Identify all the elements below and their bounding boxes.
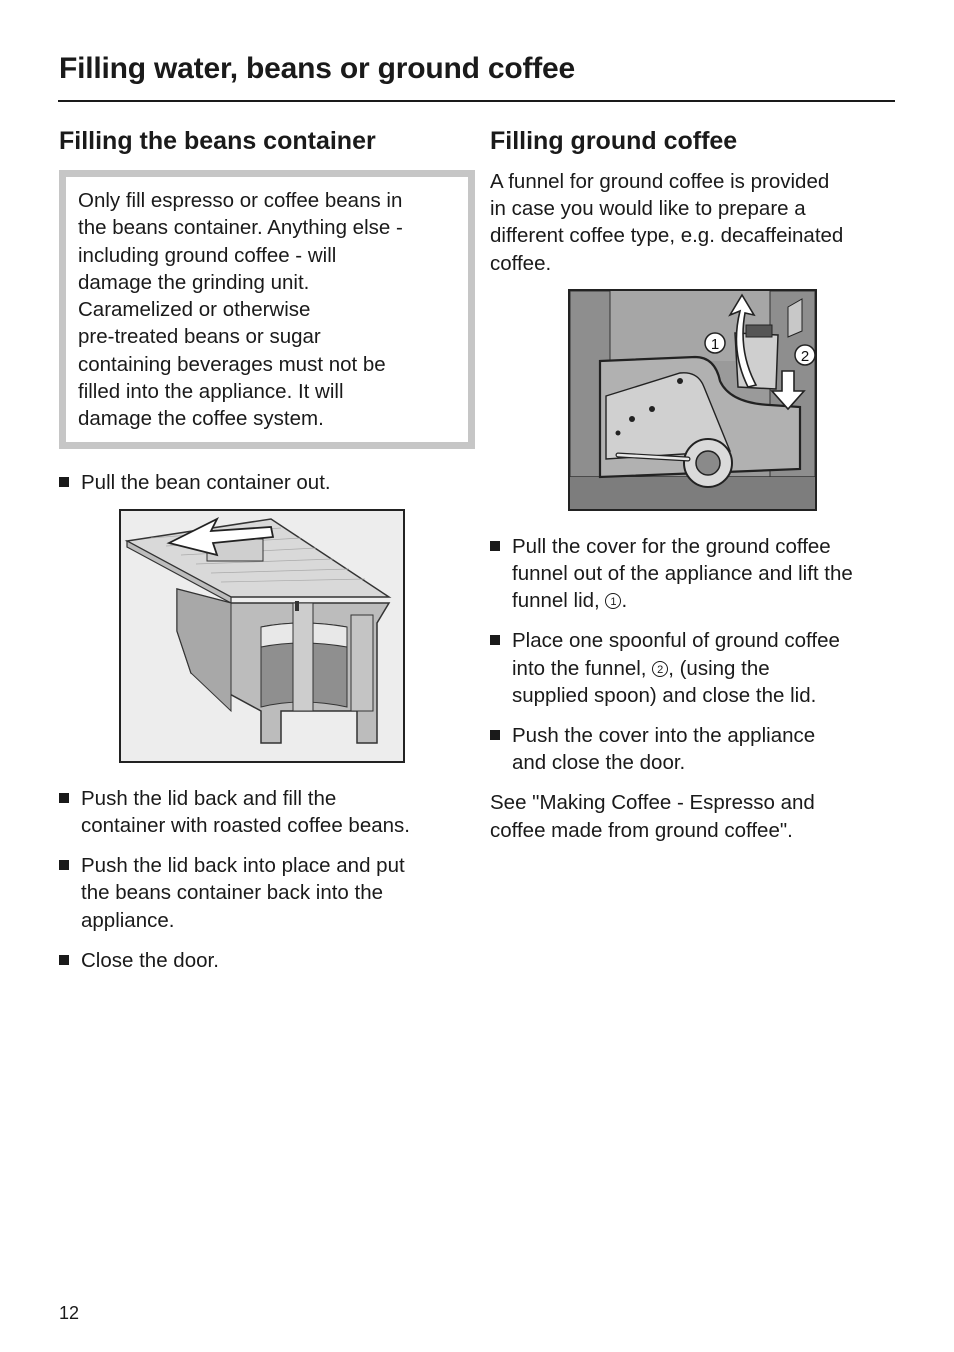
step-fill-beans: [59, 785, 465, 839]
intro-line: A funnel for ground coffee is provided: [490, 170, 830, 193]
step-text-with-marker: [512, 587, 900, 614]
page-title: Filling water, beans or ground coffee: [59, 52, 576, 85]
step-text: supplied spoon) and close the lid.: [512, 683, 817, 707]
warning-line: pre-treated beans or sugar: [78, 325, 321, 349]
step-text: into the funnel,: [512, 656, 647, 680]
intro-line: coffee.: [490, 251, 552, 275]
warning-line: damage the coffee system.: [78, 407, 324, 431]
step-text-with-marker: [512, 655, 900, 682]
step-text: .: [621, 589, 628, 613]
step-text: Close the door.: [81, 948, 219, 972]
see-also-paragraph: [490, 789, 900, 843]
bullet-square: [59, 860, 69, 870]
step-text: Pull the cover for the ground coffee: [512, 534, 831, 558]
warning-line: Caramelized or otherwise: [78, 298, 311, 322]
warning-box: [59, 170, 475, 449]
warning-line: containing beverages must not be: [78, 352, 386, 376]
page-number: 12: [59, 1303, 80, 1323]
step-text: Push the lid back into place and put: [81, 854, 405, 878]
ground-coffee-heading: Filling ground coffee: [490, 127, 738, 155]
step-add-coffee: [490, 627, 900, 709]
bullet-square: [59, 793, 69, 803]
warning-line: damage the grinding unit.: [78, 270, 310, 294]
see-also-line: coffee made from ground coffee".: [490, 818, 793, 842]
step-text: the beans container back into the: [81, 881, 384, 905]
warning-line: the beans container. Anything else -: [78, 216, 403, 240]
step-text: appliance.: [81, 908, 175, 932]
bullet-square: [59, 955, 69, 965]
ground-coffee-section: [490, 122, 900, 844]
step-close-door: [59, 947, 465, 974]
figure-label-one: 1: [710, 335, 720, 353]
beans-section-heading: Filling the beans container: [59, 127, 376, 155]
step-text: funnel out of the appliance and lift the: [512, 562, 853, 586]
bullet-square: [490, 730, 500, 740]
circled-number-two: 2: [652, 661, 668, 677]
step-text: Place one spoonful of ground coffee: [512, 629, 840, 653]
step-text: container with roasted coffee beans.: [81, 814, 410, 838]
intro-paragraph: [490, 168, 900, 277]
see-also-line: See "Making Coffee - Espresso and: [490, 791, 815, 815]
bullet-square: [59, 477, 69, 487]
step-text: Pull the bean container out.: [81, 470, 331, 494]
step-text: Push the lid back and fill the: [81, 786, 337, 810]
step-text: , (using the: [668, 656, 770, 680]
bean-container-illustration: [119, 509, 405, 763]
bullet-square: [490, 541, 500, 551]
warning-line: Only fill espresso or coffee beans in: [78, 189, 403, 212]
warning-line: including ground coffee - will: [78, 243, 337, 267]
step-text: Push the cover into the appliance: [512, 724, 816, 748]
step-pull-container: [59, 469, 465, 496]
warning-line: filled into the appliance. It will: [78, 380, 344, 404]
intro-line: in case you would like to prepare a: [490, 197, 806, 221]
funnel-illustration: [568, 289, 817, 511]
title-divider: [58, 100, 895, 102]
circled-number-one: 1: [605, 593, 621, 609]
step-pull-cover: [490, 533, 900, 615]
beans-container-section: [59, 122, 465, 974]
step-text: funnel lid,: [512, 589, 600, 613]
figure-label-two: 2: [800, 347, 810, 365]
step-push-cover: [490, 722, 900, 776]
step-replace-container: [59, 852, 465, 934]
intro-line: different coffee type, e.g. decaffeinated: [490, 224, 844, 248]
step-text: and close the door.: [512, 751, 686, 775]
bullet-square: [490, 635, 500, 645]
